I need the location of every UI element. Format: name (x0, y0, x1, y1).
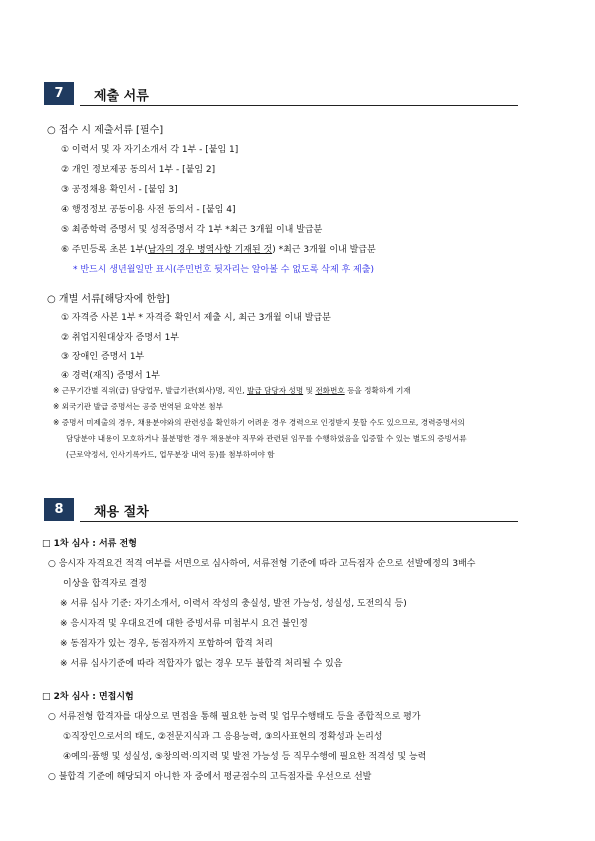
required-item-1: ① 이력서 및 자 자기소개서 각 1부 - [붙임 1] (61, 145, 239, 155)
section-7-number-badge: 7 (44, 82, 74, 105)
career-note-underlined-1: 발급 담당자 성명 (246, 386, 304, 395)
required-item-2: ② 개인 정보제공 동의서 1부 - [붙임 2] (61, 165, 216, 175)
section-8-divider (80, 521, 518, 522)
stage-2-line-4: ○ 불합격 기준에 해당되지 아니한 자 중에서 평균점수의 고득점자를 우선으로 선발 (48, 772, 372, 782)
section-8-number-badge: 8 (44, 498, 74, 521)
section-8-title: 채용 절차 (94, 505, 149, 520)
optional-documents-header: ○ 개별 서류[해당자에 한함] (47, 294, 170, 305)
career-note-prefix: ※ 근무기간별 직위(급) 담당업무, 발급기관(회사)명, 직인, (53, 386, 247, 395)
stage-2-line-2: ①직장인으로서의 태도, ②전문지식과 그 응용능력, ③의사표현의 정확성과 논리성 (63, 732, 383, 742)
stage-1-line-1: ○ 응시자 자격요건 적격 여부를 서면으로 심사하여, 서류전형 기준에 따라 고득점자 순으로 선발예정의 3배수 (48, 559, 476, 569)
optional-item-4: ④ 경력(재직) 증명서 1부 (61, 371, 160, 381)
career-note-suffix: 등을 정확하게 기재 (344, 386, 411, 395)
optional-item-3: ③ 장애인 증명서 1부 (61, 352, 145, 362)
required-documents-header: ○ 접수 시 제출서류 [필수] (47, 125, 164, 136)
stage-1-note-1: ※ 서류 심사 기준: 자기소개서, 이력서 작성의 충실성, 발전 가능성, 성실성, 도전의식 등) (60, 599, 407, 609)
required-item-6 (61, 242, 376, 255)
stage-1-note-3: ※ 동점자가 있는 경우, 동점자까지 포함하여 합격 처리 (60, 639, 274, 649)
stage-1-header: □ 1차 심사 : 서류 전형 (42, 539, 137, 549)
optional-item-1: ① 자격증 사본 1부 * 자격증 확인서 제출 시, 최근 3개월 이내 발급분 (61, 313, 331, 323)
required-item-6-suffix: ) *최근 3개월 이내 발급분 (272, 245, 376, 255)
stage-1-line-2: 이상을 합격자로 결정 (63, 579, 147, 589)
missing-certificate-note-line-1: ※ 증명서 미제출의 경우, 채용분야와의 관련성을 확인하기 어려운 경우 경력으로 인정받지 못할 수도 있으므로, 경력증명서의 (53, 418, 465, 427)
career-note-underlined-2: 전화번호 (315, 386, 345, 395)
birthdate-note: * 반드시 생년월일만 표시(주민번호 뒷자리는 알아볼 수 없도록 삭제 후 제출) (73, 265, 374, 275)
career-note-middle: 및 (303, 386, 316, 395)
required-item-6-underlined: 남자의 경우 병역사항 기재된 것 (147, 245, 273, 255)
stage-1-note-2: ※ 응시자격 및 우대요건에 대한 증빙서류 미첨부시 요건 불인정 (60, 619, 308, 629)
missing-certificate-note-line-2: 담당분야 내용이 모호하거나 불분명한 경우 채용분야 직무와 관련된 임무를 수행하였음을 입증할 수 있는 별도의 증빙서류 (66, 434, 467, 443)
stage-1-note-4: ※ 서류 심사기준에 따라 적합자가 없는 경우 모두 불합격 처리될 수 있음 (60, 659, 343, 669)
optional-item-2: ② 취업지원대상자 증명서 1부 (61, 333, 180, 343)
required-item-3: ③ 공정채용 확인서 - [붙임 3] (61, 185, 178, 195)
stage-2-line-3: ④예의·품행 및 성실성, ⑤창의력·의지력 및 발전 가능성 등 직무수행에 필요한 적격성 및 능력 (63, 752, 427, 762)
career-certificate-note (53, 385, 411, 396)
required-item-6-prefix: ⑥ 주민등록 초본 1부( (61, 245, 148, 255)
section-7-title: 제출 서류 (94, 89, 149, 104)
stage-2-header: □ 2차 심사 : 면접시험 (42, 692, 134, 702)
required-item-5: ⑤ 최종학력 증명서 및 성적증명서 각 1부 *최근 3개월 이내 발급분 (61, 225, 323, 235)
required-item-4: ④ 행정정보 공동이용 사전 동의서 - [붙임 4] (61, 205, 236, 215)
section-7-divider (80, 105, 518, 106)
missing-certificate-note-line-3: (근로약정서, 인사기록카드, 업무분장 내역 등)를 첨부하여야 함 (66, 450, 275, 459)
stage-2-line-1: ○ 서류전형 합격자를 대상으로 면접을 통해 필요한 능력 및 업무수행태도 등을 종합적으로 평가 (48, 712, 421, 722)
foreign-certificate-note: ※ 외국기관 발급 증명서는 공증 번역된 요약본 첨부 (53, 402, 223, 411)
